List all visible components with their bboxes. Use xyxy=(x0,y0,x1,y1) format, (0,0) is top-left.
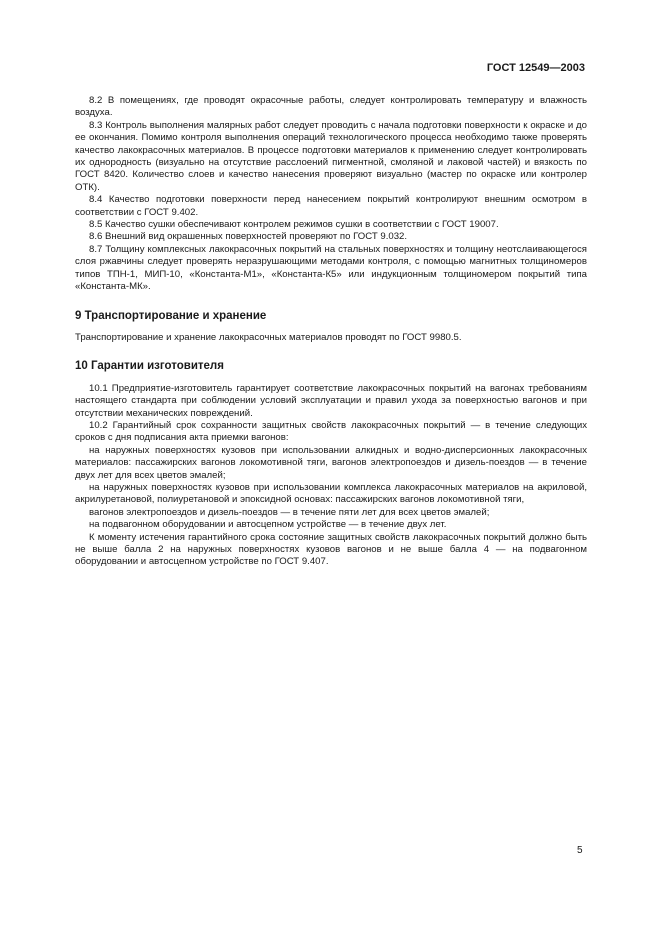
paragraph-8-4: 8.4 Качество подготовки поверхности перед нанесением покрытий контролируют внешним осмотром в соответствии с ГОСТ 9.402. xyxy=(75,194,587,218)
paragraph-10-2-item-4: на подвагонном оборудовании и автосцепном устройстве — в течение двух лет. xyxy=(89,519,447,531)
paragraph-10-2-item-1: на наружных поверхностях кузовов при использовании алкидных и водно-дисперсионных лакокрасочных материалов: пассажирских вагонов локомотивной тяги, вагонов электропоездов и дизель-поездов — в течение двух лет для всех цветов эмалей; xyxy=(75,444,587,481)
document-code: ГОСТ 12549—2003 xyxy=(486,62,585,74)
page-number: 5 xyxy=(577,845,583,856)
section-10-heading: 10 Гарантии изготовителя xyxy=(75,360,224,373)
paragraph-10-2: 10.2 Гарантийный срок сохранности защитных свойств лакокрасочных покрытий — в течение следующих сроков с дня подписания акта приемки вагонов: xyxy=(75,419,587,444)
paragraph-10-2-item-2: на наружных поверхностях кузовов при использовании комплекса лакокрасочных материалов на акриловой, акрилуретановой, полиуретановой и эпоксидной основах: пассажирских вагонов локомотивной тяги, xyxy=(75,481,587,506)
paragraph-8-6: 8.6 Внешний вид окрашенных поверхностей проверяют по ГОСТ 9.032. xyxy=(89,231,408,243)
document-body xyxy=(75,95,587,569)
paragraph-8-2: 8.2 В помещениях, где проводят окрасочные работы, следует контролировать температуру и влажность воздуха. xyxy=(75,95,587,119)
paragraph-8-7: 8.7 Толщину комплексных лакокрасочных покрытий на стальных поверхностях и толщину неотслаивающегося слоя ржавчины следует проверять неразрушающими методами контроля, с помощью магнитных толщиномеров типов ТПН-1, МИП-10, «Константа-М1», «Константа-К5» или индукционным толщиномером покрытий типа «Константа-МК». xyxy=(75,243,587,293)
paragraph-10-2-item-3: вагонов электропоездов и дизель-поездов — в течение пяти лет для всех цветов эмалей; xyxy=(89,506,490,518)
section-9-text: Транспортирование и хранение лакокрасочных материалов проводят по ГОСТ 9980.5. xyxy=(75,331,462,343)
paragraph-10-2-final: К моменту истечения гарантийного срока состояние защитных свойств лакокрасочных покрытий должно быть не выше балла 2 на наружных поверхностях кузовов вагонов и не выше балла 4 — на подвагонном оборудовании и автосцепном устройстве по ГОСТ 9.407. xyxy=(75,531,587,568)
paragraph-10-1: 10.1 Предприятие-изготовитель гарантирует соответствие лакокрасочных покрытий на вагонах требованиям настоящего стандарта при соблюдении условий эксплуатации и правил ухода за поверхностью вагонов и при отсутствии механических повреждений. xyxy=(75,382,587,419)
section-9-heading: 9 Транспортирование и хранение xyxy=(75,309,267,322)
paragraph-8-3: 8.3 Контроль выполнения малярных работ следует проводить с начала подготовки поверхности к окраске и до ее окончания. Помимо контроля выполнения операций технологического процесса необходимо также проверять качество лакокрасочных материалов. В процессе подготовки материалов к применению следует контролировать их однородность (визуально на отсутствие расслоений пигментной, смоляной и лаковой частей) и вязкость по ГОСТ 8420. Количество слоев и качество нанесения проверяют визуально (мастер по окраске или контролер ОТК). xyxy=(75,119,587,193)
paragraph-8-5: 8.5 Качество сушки обеспечивают контролем режимов сушки в соответствии с ГОСТ 19007. xyxy=(89,219,499,231)
